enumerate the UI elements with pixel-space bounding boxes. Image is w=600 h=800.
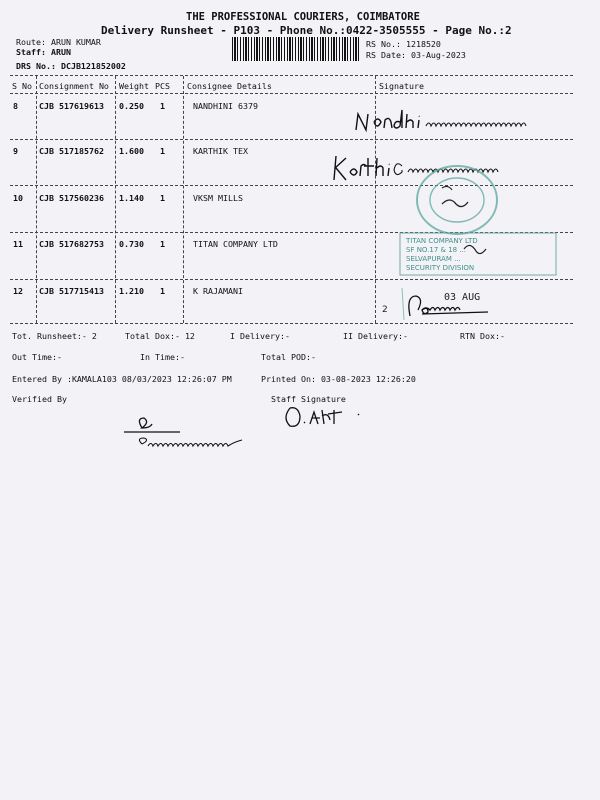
row-consignee: TITAN COMPANY LTD: [193, 239, 278, 249]
col-sno: S No: [12, 81, 32, 91]
row-consignment: CJB 517715413: [39, 286, 104, 296]
total-runsheet: Tot. Runsheet:- 2: [12, 331, 97, 341]
svg-text:2: 2: [382, 305, 388, 315]
rs-date: RS Date: 03-Aug-2023: [366, 50, 466, 60]
col-consignee: Consignee Details: [187, 81, 272, 91]
col-consignment: Consignment No: [39, 81, 109, 91]
row-weight: 1.140: [119, 193, 144, 203]
signature-nandhini: [352, 108, 542, 138]
svg-text:SECURITY DIVISION: SECURITY DIVISION: [406, 264, 475, 272]
col-weight: Weight: [119, 81, 149, 91]
row-sno: 9: [13, 146, 18, 156]
row-sno: 11: [13, 239, 23, 249]
staff-signature-label: Staff Signature: [271, 394, 346, 404]
col-signature: Signature: [379, 81, 424, 91]
row-consignment: CJB 517560236: [39, 193, 104, 203]
row-consignee: VKSM MILLS: [193, 193, 243, 203]
svg-text:SELVAPURAM ...: SELVAPURAM ...: [406, 255, 461, 263]
staff-signature: [282, 402, 382, 434]
row-consignment: CJB 517619613: [39, 101, 104, 111]
row-weight: 0.250: [119, 101, 144, 111]
row-consignee: K RAJAMANI: [193, 286, 243, 296]
row-pcs: 1: [160, 101, 165, 111]
ii-delivery: II Delivery:-: [343, 331, 408, 341]
total-pod: Total POD:-: [261, 352, 316, 362]
row-consignment: CJB 517682753: [39, 239, 104, 249]
svg-text:03 AUG: 03 AUG: [444, 292, 481, 303]
in-time: In Time:-: [140, 352, 185, 362]
i-delivery: I Delivery:-: [230, 331, 290, 341]
row-consignment: CJB 517185762: [39, 146, 104, 156]
svg-text:SF NO.17 & 18 ...: SF NO.17 & 18 ...: [406, 246, 467, 254]
row-weight: 0.730: [119, 239, 144, 249]
svg-text:TITAN COMPANY LTD: TITAN COMPANY LTD: [406, 237, 478, 245]
col-pcs: PCS: [155, 81, 170, 91]
company-seal-icon: [412, 162, 502, 238]
row-consignee: NANDHINI 6379: [193, 101, 258, 111]
verified-by-label: Verified By: [12, 394, 67, 404]
out-time: Out Time:-: [12, 352, 62, 362]
row-weight: 1.600: [119, 146, 144, 156]
row-pcs: 1: [160, 239, 165, 249]
signature-rajamani: [370, 282, 570, 322]
staff-label: Staff: ARUN: [16, 47, 71, 57]
titan-stamp: [398, 231, 560, 277]
row-sno: 10: [13, 193, 23, 203]
company-title: THE PROFESSIONAL COURIERS, COIMBATORE: [186, 11, 420, 23]
rs-number: RS No.: 1218520: [366, 39, 441, 49]
route-label: Route: ARUN KUMAR: [16, 37, 101, 47]
row-weight: 1.210: [119, 286, 144, 296]
barcode: [232, 37, 360, 61]
total-dox: Total Dox:- 12: [125, 331, 195, 341]
verifier-signature: [120, 410, 280, 458]
runsheet-title: Delivery Runsheet - P103 - Phone No.:0422-3505555 - Page No.:2: [101, 24, 512, 37]
printed-on: Printed On: 03-08-2023 12:26:20: [261, 374, 416, 384]
row-pcs: 1: [160, 146, 165, 156]
row-pcs: 1: [160, 286, 165, 296]
drs-number: DRS No.: DCJB121852002: [16, 61, 126, 71]
row-sno: 8: [13, 101, 18, 111]
row-consignee: KARTHIK TEX: [193, 146, 248, 156]
rtn-dox: RTN Dox:-: [460, 331, 505, 341]
row-sno: 12: [13, 286, 23, 296]
entered-by: Entered By :KAMALA103 08/03/2023 12:26:07 PM: [12, 374, 232, 384]
row-pcs: 1: [160, 193, 165, 203]
